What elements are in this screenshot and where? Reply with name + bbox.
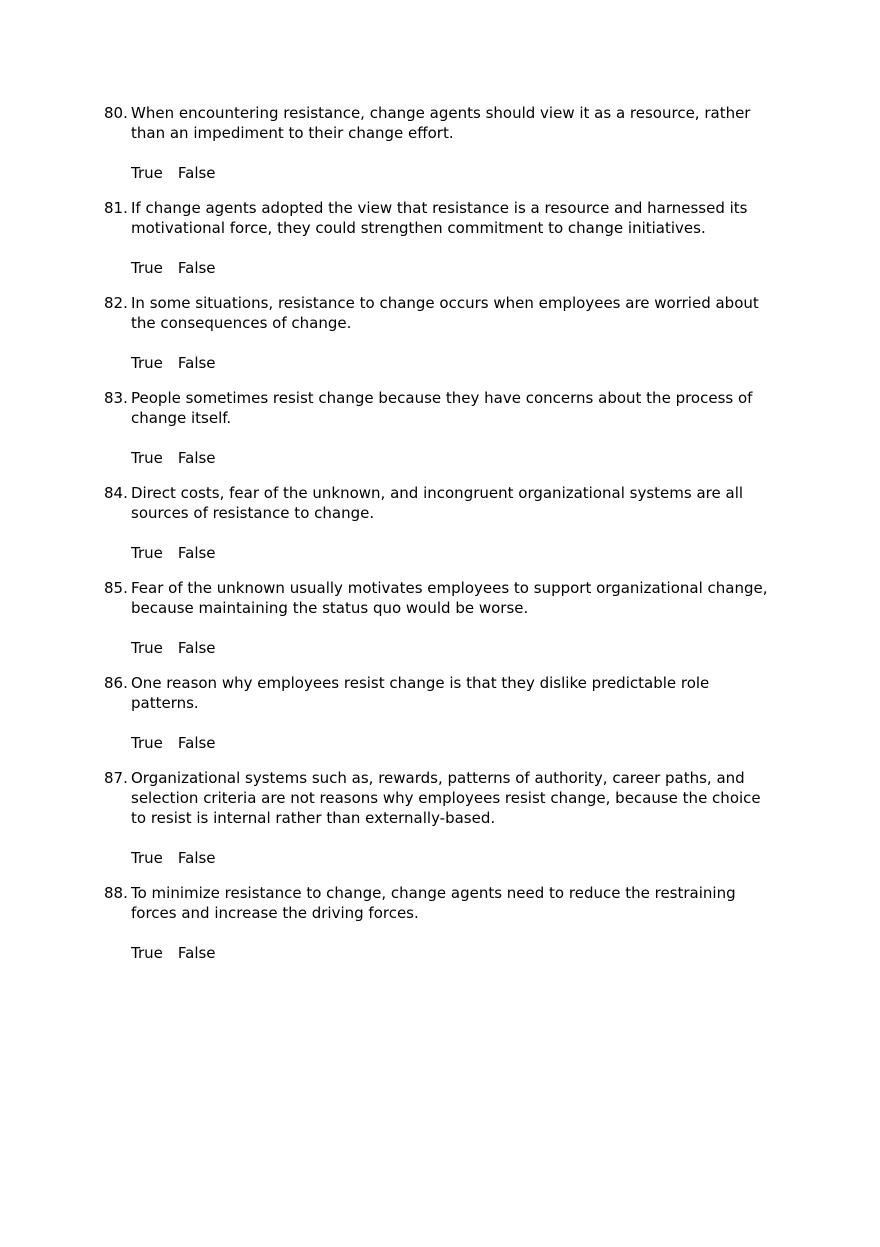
- option-true[interactable]: True: [131, 639, 163, 657]
- answer-options: [131, 258, 771, 278]
- question-87: [0, 768, 771, 868]
- question-83: [0, 388, 771, 468]
- question-text: When encountering resistance, change agents should view it as a resource, rather than an impediment to their change effort.: [131, 104, 751, 142]
- option-false[interactable]: False: [177, 944, 216, 962]
- option-false[interactable]: False: [177, 449, 216, 467]
- option-false[interactable]: False: [177, 734, 216, 752]
- option-false[interactable]: False: [177, 544, 216, 562]
- question-number: 83.: [104, 389, 128, 407]
- answer-options: [131, 448, 771, 468]
- question-80: [0, 103, 771, 183]
- option-true[interactable]: True: [131, 849, 163, 867]
- answer-options: [131, 733, 771, 753]
- question-81: [0, 198, 771, 278]
- answer-options: [131, 943, 771, 963]
- question-text: People sometimes resist change because they have concerns about the process of change itself.: [131, 389, 753, 427]
- question-text: One reason why employees resist change is that they dislike predictable role patterns.: [131, 674, 710, 712]
- question-text: If change agents adopted the view that resistance is a resource and harnessed its motivational force, they could strengthen commitment to change initiatives.: [131, 199, 748, 237]
- option-false[interactable]: False: [177, 259, 216, 277]
- question-text: Fear of the unknown usually motivates employees to support organizational change, because maintaining the status quo would be worse.: [131, 579, 768, 617]
- question-number: 82.: [104, 294, 128, 312]
- option-true[interactable]: True: [131, 354, 163, 372]
- question-number: 84.: [104, 484, 128, 502]
- question-list: [0, 103, 880, 978]
- option-false[interactable]: False: [177, 849, 216, 867]
- option-false[interactable]: False: [177, 164, 216, 182]
- question-82: [0, 293, 771, 373]
- option-true[interactable]: True: [131, 544, 163, 562]
- question-number: 85.: [104, 579, 128, 597]
- option-true[interactable]: True: [131, 449, 163, 467]
- answer-options: [131, 543, 771, 563]
- option-true[interactable]: True: [131, 944, 163, 962]
- option-true[interactable]: True: [131, 734, 163, 752]
- question-text: Direct costs, fear of the unknown, and incongruent organizational systems are all sources of resistance to change.: [131, 484, 744, 522]
- answer-options: [131, 848, 771, 868]
- answer-options: [131, 163, 771, 183]
- question-number: 86.: [104, 674, 128, 692]
- question-84: [0, 483, 771, 563]
- option-false[interactable]: False: [177, 639, 216, 657]
- question-number: 88.: [104, 884, 128, 902]
- question-number: 81.: [104, 199, 128, 217]
- question-88: [0, 883, 771, 963]
- option-false[interactable]: False: [177, 354, 216, 372]
- question-text: To minimize resistance to change, change agents need to reduce the restraining forces and increase the driving forces.: [131, 884, 736, 922]
- question-text: In some situations, resistance to change occurs when employees are worried about the consequences of change.: [131, 294, 759, 332]
- answer-options: [131, 638, 771, 658]
- option-true[interactable]: True: [131, 259, 163, 277]
- question-text: Organizational systems such as, rewards, patterns of authority, career paths, and selection criteria are not reasons why employees resist change, because the choice to resist is internal rather than externally-based.: [131, 769, 761, 827]
- question-86: [0, 673, 771, 753]
- option-true[interactable]: True: [131, 164, 163, 182]
- answer-options: [131, 353, 771, 373]
- question-number: 87.: [104, 769, 128, 787]
- question-number: 80.: [104, 104, 128, 122]
- question-85: [0, 578, 771, 658]
